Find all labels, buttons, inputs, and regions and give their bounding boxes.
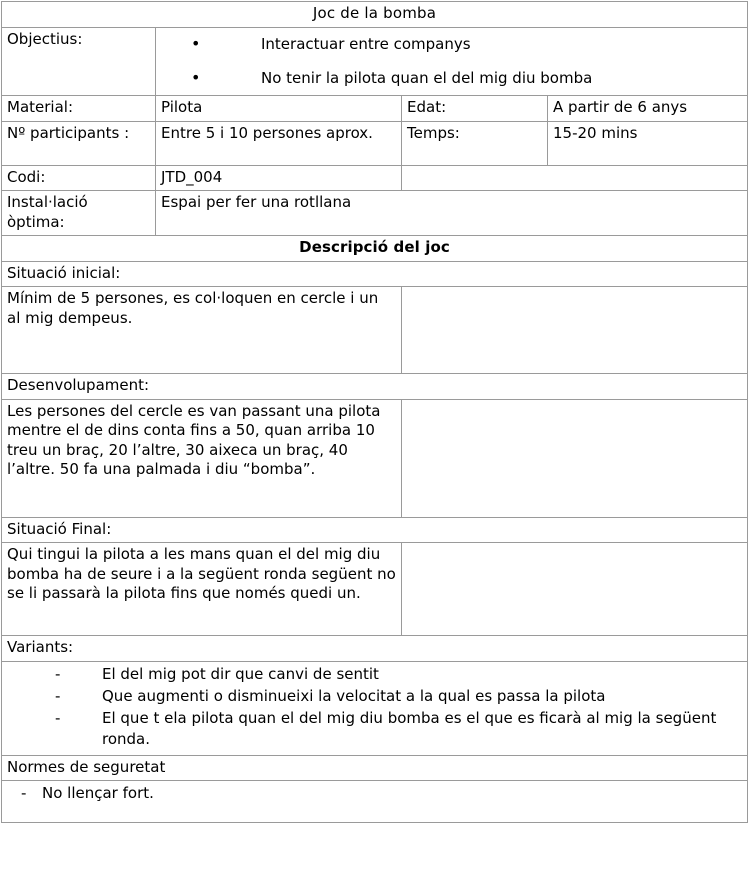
list-item: • Interactuar entre companys [161,30,742,65]
table-row-material [2,96,748,122]
table-row-objectius [2,27,748,96]
variants-cell [2,661,748,755]
participants-value: Entre 5 i 10 persones aprox. [156,121,402,165]
table-row-situacio-final-label [2,517,748,543]
table-row-situacio-inicial-body [2,287,748,374]
list-item: - El que t ela pilota quan el del mig diu bomba es el que es ficarà al mig la següent ronda. [7,708,742,752]
situacio-inicial-text: Mínim de 5 persones, es col·loquen en cercle i un al mig dempeus. [2,287,402,374]
table-row-participants [2,121,748,165]
temps-value: 15-20 mins [548,121,748,165]
objectives-label: Objectius: [2,27,156,96]
situacio-final-note [402,543,748,636]
list-item: - Que augmenti o disminueixi la velocitat a la qual es passa la pilota [7,686,742,708]
codi-extra-cell [402,165,748,191]
situacio-inicial-note [402,287,748,374]
table-row-description-header [2,236,748,262]
installacio-label: Instal·lació òptima: [2,191,156,236]
table-row-normes-body [2,781,748,823]
objectives-cell [156,27,748,96]
situacio-inicial-label: Situació inicial: [2,261,748,287]
desenvolupament-note [402,399,748,517]
material-label: Material: [2,96,156,122]
codi-label: Codi: [2,165,156,191]
normes-label: Normes de seguretat [2,755,748,781]
edat-value: A partir de 6 anys [548,96,748,122]
table-row-installacio [2,191,748,236]
list-item: • No tenir la pilota quan el del mig diu bomba [161,64,742,92]
desenvolupament-text: Les persones del cercle es van passant una pilota mentre el de dins conta fins a 50, quan arriba 10 treu un braç, 20 l’altre, 30 aixeca un braç, 40 l’altre. 50 fa una palmada i diu “bomba”. [2,399,402,517]
description-section-header: Descripció del joc [2,236,748,262]
table-row-situacio-inicial-label [2,261,748,287]
normes-cell [2,781,748,823]
codi-value: JTD_004 [156,165,402,191]
list-item: - No llençar fort. [7,783,742,805]
document-page [0,1,748,889]
objectives-list [161,30,742,93]
normes-list [7,783,742,805]
table-row-situacio-final-body [2,543,748,636]
temps-label: Temps: [402,121,548,165]
table-row-desenvolupament-body [2,399,748,517]
participants-label: Nº participants : [2,121,156,165]
situacio-final-text: Qui tingui la pilota a les mans quan el del mig diu bomba ha de seure i a la següent ronda següent no se li passarà la pilota fins que només quedi un. [2,543,402,636]
list-item: - El del mig pot dir que canvi de sentit [7,664,742,686]
page-title: Joc de la bomba [2,2,748,28]
table-row-title [2,2,748,28]
variants-label: Variants: [2,636,748,662]
situacio-final-label: Situació Final: [2,517,748,543]
edat-label: Edat: [402,96,548,122]
material-value: Pilota [156,96,402,122]
table-row-variants-body [2,661,748,755]
table-row-codi [2,165,748,191]
table-row-desenvolupament-label [2,374,748,400]
variants-list [7,664,742,752]
table-row-variants-label [2,636,748,662]
game-card-table [1,1,748,823]
desenvolupament-label: Desenvolupament: [2,374,748,400]
table-row-normes-label [2,755,748,781]
installacio-value: Espai per fer una rotllana [156,191,748,236]
